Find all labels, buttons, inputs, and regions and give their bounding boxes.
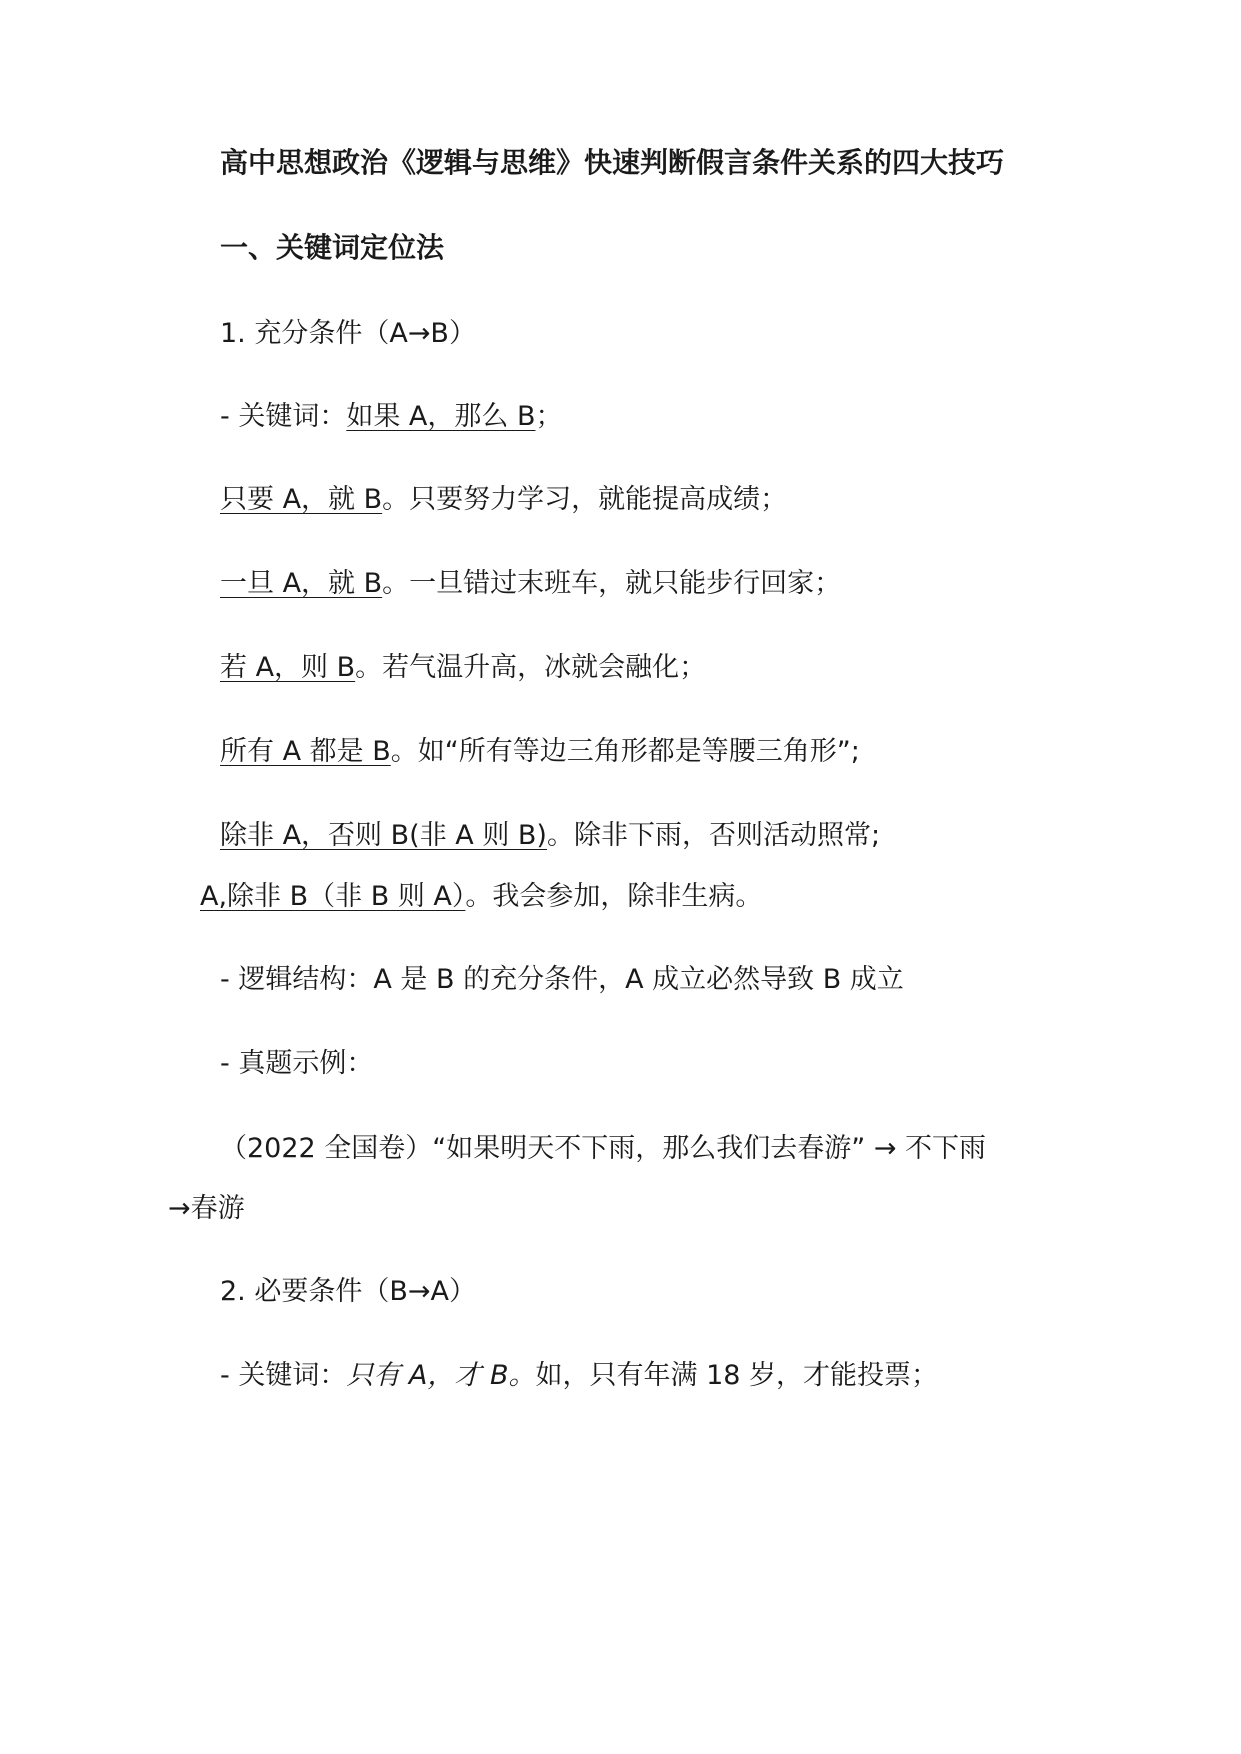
- keyword-line: [220, 1358, 938, 1394]
- example-line: [220, 566, 841, 602]
- exam-example-label: - 真题示例：: [220, 1048, 374, 1079]
- example-line: [220, 734, 860, 770]
- example-phrase: 所有 A 都是 B: [220, 736, 391, 767]
- example-text: 。若气温升高，冰就会融化；: [355, 652, 707, 683]
- example-text: 。只要努力学习，就能提高成绩；: [382, 484, 788, 515]
- example-phrase: 只要 A，就 B: [220, 484, 383, 515]
- exam-example-line: （2022 全国卷）“如果明天不下雨，那么我们去春游” → 不下雨: [220, 1133, 987, 1164]
- keyword-prefix: - 关键词：: [220, 401, 347, 432]
- keyword-end: ；: [535, 401, 563, 432]
- keyword-line: [220, 399, 563, 435]
- keyword-phrase: 只有 A，才 B。: [346, 1360, 536, 1391]
- example-phrase: 若 A，则 B: [220, 652, 356, 683]
- example-text: 。我会参加，除非生病。: [465, 881, 763, 912]
- keyword-example: 如，只有年满 18 岁，才能投票；: [535, 1360, 939, 1391]
- example-line: [220, 818, 880, 854]
- example-line: [220, 482, 787, 518]
- example-line: [200, 879, 762, 915]
- example-text: 。除非下雨，否则活动照常;: [546, 820, 881, 851]
- keyword-phrase: 如果 A，那么 B: [346, 401, 536, 432]
- example-phrase: 除非 A，否则 B(非 A 则 B): [220, 820, 547, 851]
- example-phrase: A,除非 B（非 B 则 A）: [200, 881, 466, 912]
- section-heading: 一、关键词定位法: [220, 231, 445, 264]
- logic-structure: - 逻辑结构：A 是 B 的充分条件，A 成立必然导致 B 成立: [220, 964, 904, 995]
- keyword-prefix: - 关键词：: [220, 1360, 347, 1391]
- subsection-heading-necessary: 2. 必要条件（B→A）: [220, 1276, 476, 1307]
- subsection-heading-sufficient: 1. 充分条件（A→B）: [220, 318, 476, 349]
- example-line: [220, 650, 706, 686]
- example-text: 。一旦错过末班车，就只能步行回家；: [382, 568, 842, 599]
- example-text: 。如“所有等边三角形都是等腰三角形”;: [390, 736, 860, 767]
- exam-example-continuation: →春游: [168, 1193, 245, 1224]
- page-title: 高中思想政治《逻辑与思维》快速判断假言条件关系的四大技巧: [220, 146, 1005, 179]
- example-phrase: 一旦 A，就 B: [220, 568, 383, 599]
